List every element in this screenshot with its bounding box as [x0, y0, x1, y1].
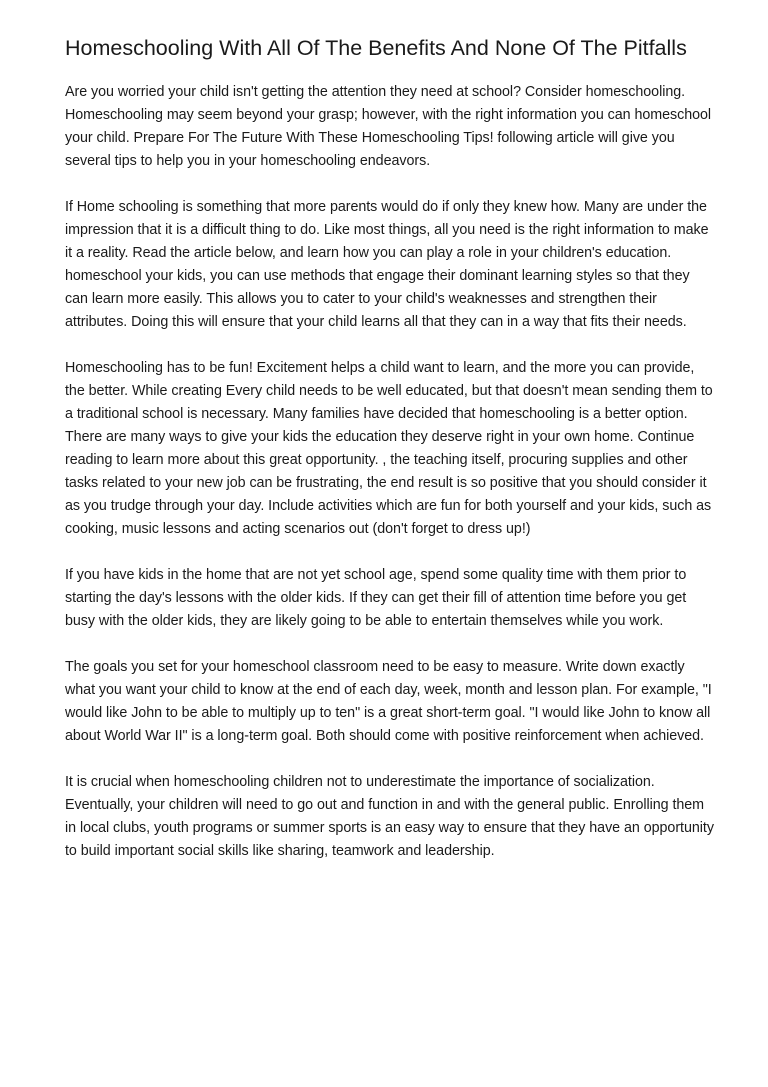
paragraph-4: If you have kids in the home that are not yet school age, spend some quality time with them prior to starting the day's lessons with the older kids. If they can get their fill of attention time before you get busy with the older kids, they are likely going to be able to entertain themselves while you work.: [65, 567, 687, 629]
document-page: [65, 38, 715, 886]
document-title: Homeschooling With All Of The Benefits And None Of The Pitfalls: [65, 36, 687, 60]
paragraph-2: If Home schooling is something that more parents would do if only they knew how. Many are under the impression that it is a difficult thing to do. Like most things, all you need is the right information to make it a reality. Read the article below, and learn how you can play a role in your children's education. homeschool your kids, you can use methods that engage their dominant learning styles so that they can learn more easily. This allows you to cater to your child's weaknesses and strengthen their attributes. Doing this will ensure that your child learns all that they can in a way that fits their needs.: [65, 199, 709, 330]
paragraph-3: Homeschooling has to be fun! Excitement helps a child want to learn, and the more you can provide, the better. While creating Every child needs to be well educated, but that doesn't mean sending them to a traditional school is necessary. Many families have decided that homeschooling is a better option. There are many ways to give your kids the education they deserve right in your own home. Continue reading to learn more about this great opportunity. , the teaching itself, procuring supplies and other tasks related to your new job can be frustrating, the end result is so positive that you should consider it as you trudge through your day. Include activities which are fun for both yourself and your kids, such as cooking, music lessons and acting scenarios out (don't forget to dress up!): [65, 360, 713, 537]
paragraph-1: Are you worried your child isn't getting the attention they need at school? Consider homeschooling. Homeschooling may seem beyond your grasp; however, with the right information you can homeschool your child. Prepare For The Future With These Homeschooling Tips! following article will give you several tips to help you in your homeschooling endeavors.: [65, 84, 712, 169]
paragraph-5: The goals you set for your homeschool classroom need to be easy to measure. Write down exactly what you want your child to know at the end of each day, week, month and lesson plan. For example, "I would like John to be able to multiply up to ten" is a great short-term goal. "I would like John to know all about World War II" is a long-term goal. Both should come with positive reinforcement when achieved.: [65, 659, 712, 744]
paragraph-6: It is crucial when homeschooling children not to underestimate the importance of socialization. Eventually, your children will need to go out and function in and with the general public. Enrolling them in local clubs, youth programs or summer sports is an easy way to ensure that they have an opportunity to build important social skills like sharing, teamwork and leadership.: [65, 774, 714, 859]
